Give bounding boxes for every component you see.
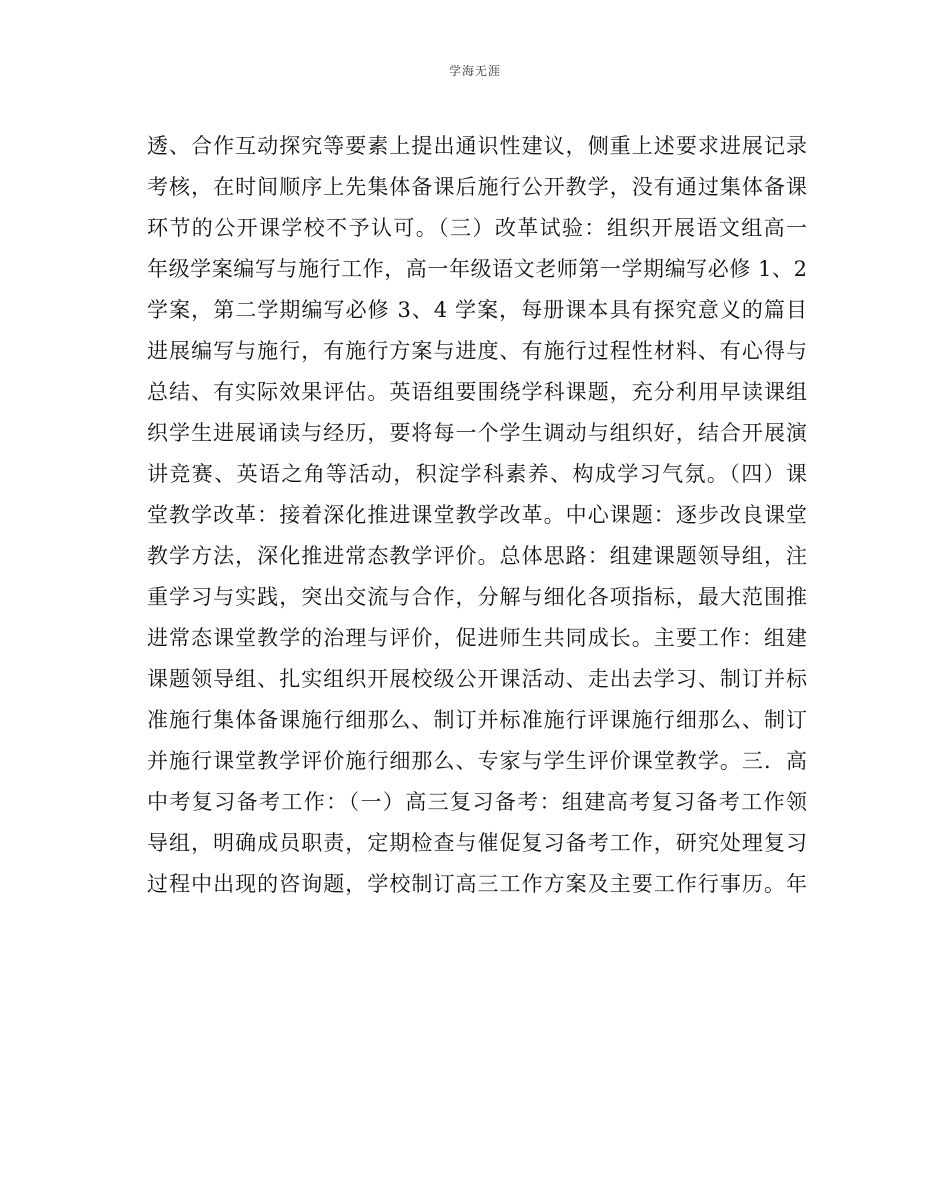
text-line: 过程中出现的咨询题，学校制订高三工作方案及主要工作行事历。年	[147, 872, 807, 896]
text-line: 透、合作互动探究等要素上提出通识性建议，侧重上述要求进展记录	[147, 134, 807, 158]
text-line: 进展编写与施行，有施行方案与进度、有施行过程性材料、有心得与	[147, 339, 807, 363]
text-line: 课题领导组、扎实组织开展校级公开课活动、走出去学习、制订并标	[147, 667, 807, 691]
text-line: 总结、有实际效果评估。英语组要围绕学科课题，充分利用早读课组	[147, 380, 807, 404]
body-text	[147, 126, 807, 905]
page-header: 学海无涯	[448, 64, 501, 78]
text-line: 准施行集体备课施行细那么、制订并标准施行评课施行细那么、制订	[147, 708, 807, 732]
text-line: 环节的公开课学校不予认可。（三）改革试验：组织开展语文组高一	[147, 216, 807, 240]
text-line: 教学方法，深化推进常态教学评价。总体思路：组建课题领导组，注	[147, 544, 807, 568]
text-line: 中考复习备考工作：（一）高三复习备考：组建高考复习备考工作领	[147, 790, 807, 814]
text-line: 进常态课堂教学的治理与评价，促进师生共同成长。主要工作：组建	[147, 626, 807, 650]
text-line: 并施行课堂教学评价施行细那么、专家与学生评价课堂教学。三．高	[147, 749, 807, 773]
text-line: 讲竞赛、英语之角等活动，积淀学科素养、构成学习气氛。（四）课	[147, 462, 807, 486]
text-line: 堂教学改革：接着深化推进课堂教学改革。中心课题：逐步改良课堂	[147, 503, 807, 527]
text-line: 重学习与实践，突出交流与合作，分解与细化各项指标，最大范围推	[147, 585, 807, 609]
text-line: 学案，第二学期编写必修 3、4 学案，每册课本具有探究意义的篇目	[147, 298, 807, 322]
text-line: 考核，在时间顺序上先集体备课后施行公开教学，没有通过集体备课	[147, 175, 807, 199]
text-line: 导组，明确成员职责，定期检查与催促复习备考工作，研究处理复习	[147, 831, 807, 855]
text-line: 织学生进展诵读与经历，要将每一个学生调动与组织好，结合开展演	[147, 421, 807, 445]
text-line: 年级学案编写与施行工作，高一年级语文老师第一学期编写必修 1、2	[147, 257, 807, 281]
